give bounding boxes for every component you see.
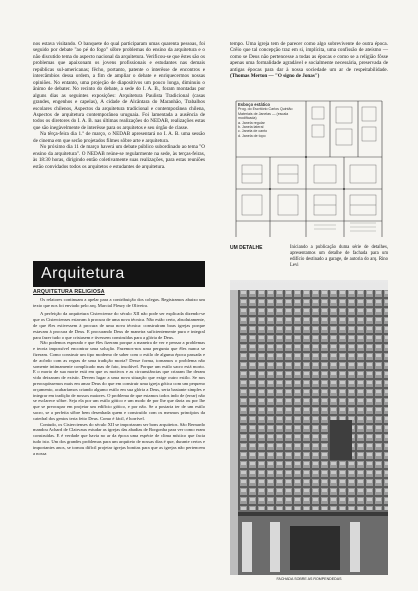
plan-legend-item: c. Janela de canto	[238, 129, 268, 134]
quote-source: (Thomas Merton — "O signo de Jonas")	[230, 73, 320, 80]
detail-description: Iniciando a publicação duma série de detalhes, apresentamos um detalhe de fachada para um edifício destinado a garage, de autoria do arq. Rino Levi	[290, 245, 388, 268]
section-title: Arquitetura	[41, 265, 125, 282]
plan-line: Prog. do Escritório Carlos Quintão	[238, 107, 293, 112]
article-paragraph: Na têrça-feira dia 1.º de março, o NEDAB apresentará no I. A. B. uma sessão de cinema em que serão projetados filmes sôbre arte e arquitetura.	[33, 131, 205, 144]
facade-photo	[230, 280, 388, 575]
quote-text	[230, 41, 388, 80]
facade-photo-svg	[230, 280, 388, 575]
article-paragraph: nos estava visitando. O banquete do qual participaram umas quarenta pessoas, foi seguido por debate "ao pé do fogo" sôbre problemas do ensino da arquitetura e o não discutido tema do aspecto nacional da arquitetura. Verificou-se que êstes são os problemas que apaixonam os jovens profissionais e estudantes nas demais repúblicas sul-americanas; fêcho, portanto, patente o interêsse de encontros e intercâmbios dessa ordem, a fim de ampliar o debate e enriquecermos nossas opiniões. No entanto, uma projeção de diapositivos um pouco longa, diminuiu o ânimo de debater. No recinto do debate, a sede do I. A. B., foram montadas por alguns dias as seguintes exposições: Arquitetura Paulista Tradicional (casas grandes, engenhos e capelas), A cidade de Alcântara do Maranhão, Trabalhos escolares chilenos, Aspectos da arquitetura tradicional e contemporânea chilena, Aspectos de arquitetura contemporânea uruguaia. Foi lamentada a ausência de todos os diretores do I. A. B. nas últimas realizações do NEDAB, realizações estas que são inegàvelmente de interêsse para os arquitetos e seu órgão de classe.	[33, 41, 205, 131]
photo-caption: FACHADA SOBRE AS ROMPENDEDAS	[276, 577, 342, 581]
plan-legend-item: b. Janela lateral	[238, 125, 264, 130]
plan-legend-item: a. Janela regular	[238, 120, 265, 125]
quote-body: tempo. Uma igreja tem de parecer como algo sobrevivente de outra época. Crêio que tal concepção traz em si, implícita, uma confissão de ateísmo — como se Deus não pertencesse a todas as épocas e como se a religião fôsse apenas uma formalidade agradável e socialmente necessária, preservada de antigas épocas para dar à nossa sociedade um ar de respeitabilidade.	[230, 41, 388, 73]
plan-caption	[238, 103, 304, 138]
article-paragraph: A perfeição da arquitetura Cisterciense do século XII não pode ser explicada dizendo-se que os Cistercienses estavam à procura de uma nova técnica. Não estão certo, absolutamente, de que êles estivessem à procura de uma nova técnica: construíram boas igrejas porque estavam à procura de Deus. E procurando Deus de maneira suficientemente pura e integral para fazer tudo o que cristasem e tivessem construídas para a glória de Deus.	[33, 311, 205, 340]
detail-heading: UM DETALHE	[230, 245, 263, 251]
article-intro: Os relatores continuam a apelar para a contribuição dos colegas. Registramos abaixo um texto que nos foi enviado pelo arq. Marcial Fleury de Oliveira.	[33, 296, 205, 308]
article-paragraph: Contudo, os Cistercienses do século XII se importaram ser bons arquitetos. São Bernardo mandou Achard de Clairvaux estudar as igrejas das abadias de Borgonha para ver como eram construídas. E é verdade que havia no ar da época uma espécie de clima místico que facia tudo isto. Um dos grandes problemas para um arquiteto de nossas dias é que, durante certos e importantes anos, se tornou difícil projetar igrejas bonitas para que as igrejas não pertencem a nossa	[33, 421, 205, 456]
article-paragraph: Não podemos esperado e que êles fizeram porque a maneira de ver e pensar a problemas e teoria impossível encontrar uma solução. Fazemos-nos uma pergunta que êles nunca se fizeram. Como construir um tipo moderno de saber com o estilo de alguma época passada e de acôrdo com as regras de uma tradição morta? Desse forma, tornamos o problema não somente intimamente complicado mas de fato, insolúvel. Porque um estilo sacro está morto. E o morto de sua morte está em que os motivos e as circunstâncias que criaram lhe deram vida deixaram de existir. Devem lugar a uma nova situação que exige outro estilo. Se nos preocupássemos mais em amar Deus do que em construir uma igreja gótica com um pequeno orçamento, acabaríamos criando algumo estilo em sua glória a Deus, seria bastante simples e integrar em tradição de nossos maiores. O problema de que estamos todos indo de (errar) não se esclarece sôbre. Seja ela por um estilo gótico e um modo de por lhe que daria ou por lhe que se preocupar em projetar um edifício gótico, e por não. Se a postaria ter de um estilo sacro, se a perfeita sôbre bem desenhada quem e construído com os mesmos princípios da catedral dos genios teria feito Deus. Como é fácil, é horrível.	[33, 340, 205, 421]
plan-line: Materiais de Janelas — (escala modificada)	[238, 111, 289, 121]
plan-title: Esboço estático	[238, 102, 271, 107]
intro-article-column	[33, 41, 205, 170]
section-title-bar	[33, 261, 205, 287]
article-paragraph: No próximo dia 11 de março haverá um debate público subordinado ao tema "O ensino da arquitetura". O NEDAB reúne-se regularmente na sede, às terças-feiras, às 18:30 horas, dirigindo então coletivamente suas realizações, para estas reuniões estão convidados todos os arquitetos e estudantes de arquitetura.	[33, 144, 205, 170]
facade-plan-drawing	[230, 91, 388, 239]
quote-column	[230, 41, 388, 80]
plan-legend-item: d. Janela de topo	[238, 133, 266, 138]
article-subheading: ARQUITETURA RELIGIOSA	[33, 289, 105, 295]
religious-architecture-article	[33, 290, 205, 456]
